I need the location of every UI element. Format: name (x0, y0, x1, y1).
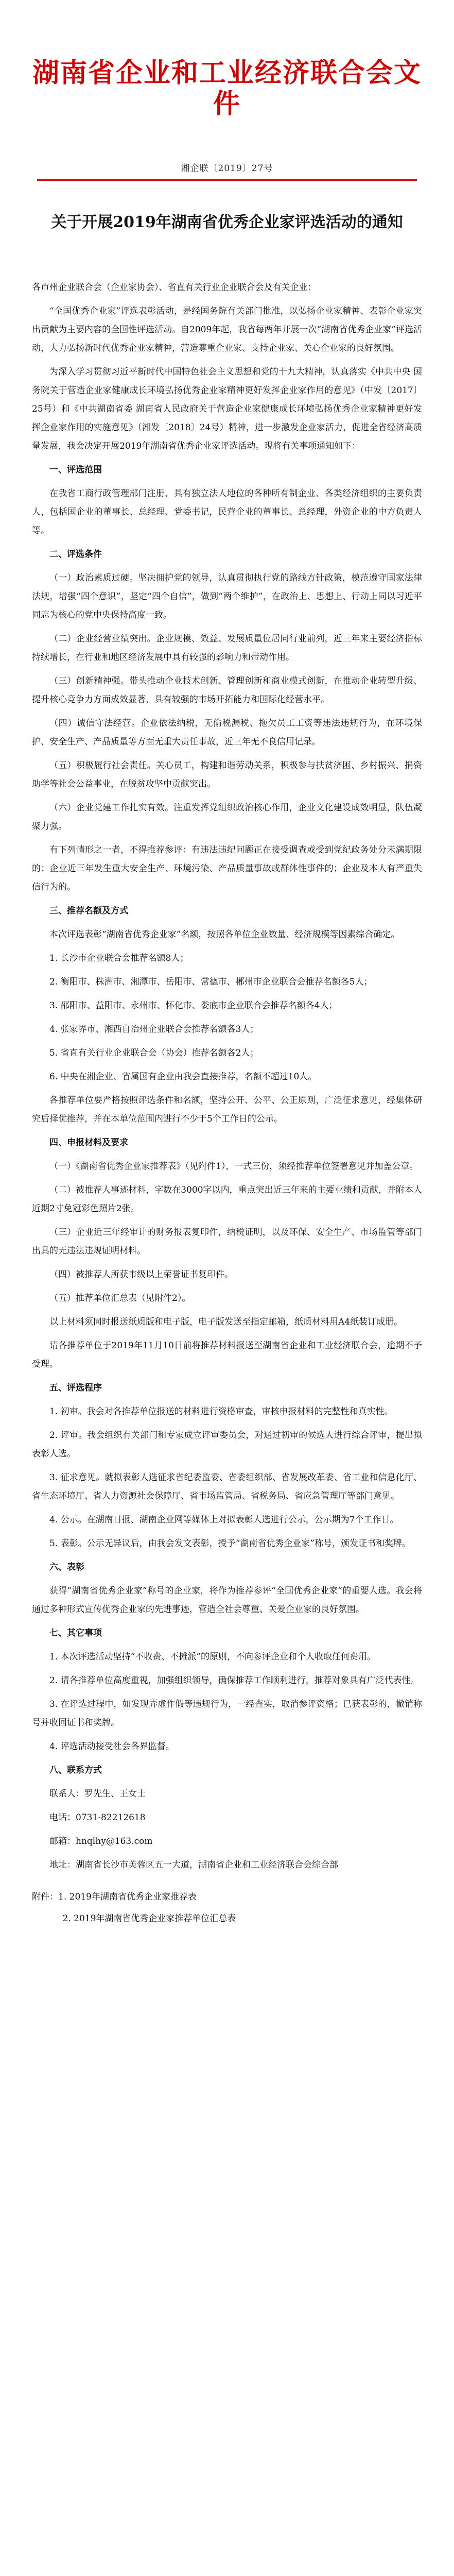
section-paragraph: 3. 邵阳市、益阳市、永州市、怀化市、娄底市企业联合会推荐名额各4人； (49, 1001, 338, 1011)
section-paragraph: （四）诚信守法经营。企业依法纳税，无偷税漏税、拖欠员工工资等违法违规行为，在环境保护、安全生产、产品质量等方面无重大责任事故，近三年无不良信用记录。 (32, 718, 422, 747)
document-title: 关于开展2019年湖南省优秀企业家评选活动的通知 (51, 213, 403, 231)
section-paragraph: （六）企业党建工作扎实有效。注重发挥党组织政治核心作用，企业文化建设成效明显，队伍凝聚力强。 (32, 803, 422, 832)
intro-paragraph: 为深入学习贯彻习近平新时代中国特色社会主义思想和党的十九大精神，认真落实《中共中央 国务院关于营造企业家健康成长环境弘扬优秀企业家精神更好发挥企业家作用的意见》（中发〔2017〕25号）和《中共湖南省委 湖南省人民政府关于营造企业家健康成长环境弘扬优秀企业家精神更好发挥企业家作用的实施意见》（湘发〔2018〕24号）精神，进一步激发企业家活力，促进全省经济高质量发展，我会决定开展2019年湖南省优秀企业家评选活动。现将有关事项通知如下： (32, 367, 422, 451)
document-body (32, 278, 422, 1931)
section-paragraph: （五）推荐单位汇总表（见附件2）。 (49, 1293, 191, 1303)
section-paragraph: 1. 长沙市企业联合会推荐名额8人； (49, 953, 189, 963)
section-paragraph: 地址：湖南省长沙市芙蓉区五一大道，湖南省企业和工业经济联合会综合部 (49, 1860, 338, 1870)
section-paragraph: （一）《湖南省优秀企业家推荐表》（见附件1），一式三份，须经推荐单位签署意见并加盖公章。 (49, 1161, 418, 1172)
section-paragraph: （三）企业近三年经审计的财务报表复印件，纳税证明，以及环保、安全生产、市场监管等部门出具的无违法违规证明材料。 (32, 1227, 422, 1256)
attachment-text: 2. 2019年湖南省优秀企业家推荐单位汇总表 (62, 1913, 236, 1924)
section-paragraph: 4. 公示。在湖南日报、湖南企业网等媒体上对拟表彰人选进行公示，公示期为7个工作日。 (49, 1515, 399, 1525)
section-heading: 二、评选条件 (49, 549, 102, 560)
section-paragraph: 电话：0731-82212618 (49, 1812, 146, 1823)
sections (32, 461, 422, 1874)
section-paragraph: 各推荐单位要严格按照评选条件和名额，坚持公开、公平、公正原则，广泛征求意见，经集体研究后择优推荐，并在本单位范围内进行不少于5个工作日的公示。 (32, 1095, 422, 1124)
section-paragraph: 以上材料须同时报送纸质版和电子版，电子版发送至指定邮箱，纸质材料用A4纸装订成册。 (49, 1317, 403, 1327)
section-paragraph: 有下列情形之一者，不得推荐参评：有违法违纪问题正在接受调查或受到党纪政务处分未满期限的；企业近三年发生重大安全生产、环境污染、产品质量事故或群体性事件的；企业及本人有严重失信行为的。 (32, 845, 422, 892)
section-paragraph: （一）政治素质过硬。坚决拥护党的领导，认真贯彻执行党的路线方针政策，模范遵守国家法律法规，增强“四个意识”，坚定“四个自信”，做到“两个维护”，在政治上、思想上、行动上同以习近平同志为核心的党中央保持高度一致。 (32, 573, 422, 620)
section-paragraph: 本次评选表彰“湖南省优秀企业家”名额，按照各单位企业数量、经济规模等因素综合确定。 (49, 929, 400, 940)
section-paragraph: 5. 表彰。公示无异议后，由我会发文表彰，授予“湖南省优秀企业家”称号，颁发证书和奖牌。 (49, 1538, 411, 1549)
attachment-item (32, 1909, 422, 1928)
section-paragraph: 1. 本次评选活动坚持“不收费、不摊派”的原则，不向参评企业和个人收取任何费用。 (49, 1652, 376, 1662)
section-heading: 七、其它事项 (49, 1628, 102, 1638)
section-paragraph: 2. 衡阳市、株洲市、湘潭市、岳阳市、常德市、郴州市企业联合会推荐名额各5人； (49, 977, 373, 987)
section-heading: 八、联系方式 (49, 1765, 102, 1775)
section-paragraph: （三）创新精神强。带头推动企业技术创新、管理创新和商业模式创新，在推动企业转型升级、提升核心竞争力方面成效显著，具有较强的市场开拓能力和国际化经营水平。 (32, 676, 422, 705)
intro-paragraphs (32, 302, 422, 455)
section-heading: 一、评选范围 (49, 465, 102, 475)
section-heading: 五、评选程序 (49, 1383, 102, 1393)
section-paragraph: 3. 在评选过程中，如发现弄虚作假等违规行为，一经查实，取消参评资格；已获表彰的，撤销称号并收回证书和奖牌。 (32, 1699, 422, 1728)
section-paragraph: （二）企业经营业绩突出。企业规模、效益、发展质量位居同行业前列，近三年来主要经济指标持续增长，在行业和地区经济发展中具有较强的影响力和带动作用。 (32, 634, 422, 663)
section-paragraph: 4. 张家界市、湘西自治州企业联合会推荐名额各3人； (49, 1024, 259, 1035)
section-paragraph: 1. 初审。我会对各推荐单位报送的材料进行资格审查，审核申报材料的完整性和真实性。 (49, 1406, 393, 1417)
section-paragraph: （四）被推荐人所获市级以上荣誉证书复印件。 (49, 1269, 233, 1280)
section-paragraph: 2. 评审。我会组织有关部门和专家成立评审委员会，对通过初审的候选人进行综合评审，提出拟表彰人选。 (32, 1430, 422, 1459)
section-paragraph: 2. 请各推荐单位高度重视，加强组织领导，确保推荐工作顺利进行，推荐对象具有广泛代表性。 (49, 1675, 420, 1686)
masthead: 湖南省企业和工业经济联合会文件 (32, 57, 422, 120)
attachment-label: 附件： (32, 1892, 58, 1902)
section-paragraph: 3. 征求意见。就拟表彰人选征求省纪委监委、省委组织部、省发展改革委、省工业和信息化厅、省生态环境厅、省人力资源社会保障厅、省市场监管局、省税务局、省应急管理厅等部门意见。 (32, 1472, 422, 1501)
section-paragraph: （五）积极履行社会责任。关心员工，构建和谐劳动关系，积极参与扶贫济困、乡村振兴、捐资助学等社会公益事业，在脱贫攻坚中贡献突出。 (32, 760, 422, 789)
document-number: 湘企联〔2019〕27号 (181, 163, 273, 174)
intro-paragraph: “全国优秀企业家”评选表彰活动，是经国务院有关部门批准，以弘扬企业家精神、表彰企业家突出贡献为主要内容的全国性评选活动。自2009年起，我省每两年开展一次“湖南省优秀企业家”评选活动，大力弘扬新时代优秀企业家精神，营造尊重企业家、支持企业家、关心企业家的良好氛围。 (32, 306, 422, 353)
section-heading: 六、表彰 (49, 1562, 84, 1572)
section-heading: 四、申报材料及要求 (49, 1138, 128, 1148)
attachments (32, 1888, 422, 1928)
salutation: 各市州企业联合会（企业家协会）、省直有关行业企业联合会及有关企业： (32, 282, 317, 293)
section-heading: 三、推荐名额及方式 (49, 906, 128, 916)
section-paragraph: 联系人：罗先生、王女士 (49, 1789, 146, 1799)
section-paragraph: （二）被推荐人事迹材料，字数在3000字以内，重点突出近三年来的主要业绩和贡献，并附本人近期2寸免冠彩色照片2张。 (32, 1185, 422, 1214)
attachment-text: 1. 2019年湖南省优秀企业家推荐表 (58, 1892, 197, 1902)
section-paragraph: 在我省工商行政管理部门注册，具有独立法人地位的各种所有制企业、各类经济组织的主要负责人，包括国企业的董事长、总经理、党委书记，民营企业的董事长、总经理，外资企业的中方负责人等。 (32, 488, 422, 536)
section-paragraph: 4. 评选活动接受社会各界监督。 (49, 1741, 174, 1752)
section-paragraph: 6. 中央在湘企业、省属国有企业由我会直接推荐，名额不超过10人。 (49, 1072, 317, 1082)
section-paragraph: 获得“湖南省优秀企业家”称号的企业家，将作为推荐参评“全国优秀企业家”的重要人选。我会将通过多种形式宣传优秀企业家的先进事迹，营造全社会尊重、关爱企业家的良好氛围。 (32, 1586, 422, 1615)
attachment-item (32, 1888, 422, 1906)
section-paragraph: 请各推荐单位于2019年11月10日前将推荐材料报送至湖南省企业和工业经济联合会，逾期不予受理。 (32, 1341, 422, 1369)
section-paragraph: 邮箱：hnqlhy@163.com (49, 1836, 153, 1846)
red-divider-line (37, 179, 417, 181)
section-paragraph: 5. 省直有关行业企业联合会（协会）推荐名额各2人； (49, 1048, 259, 1058)
